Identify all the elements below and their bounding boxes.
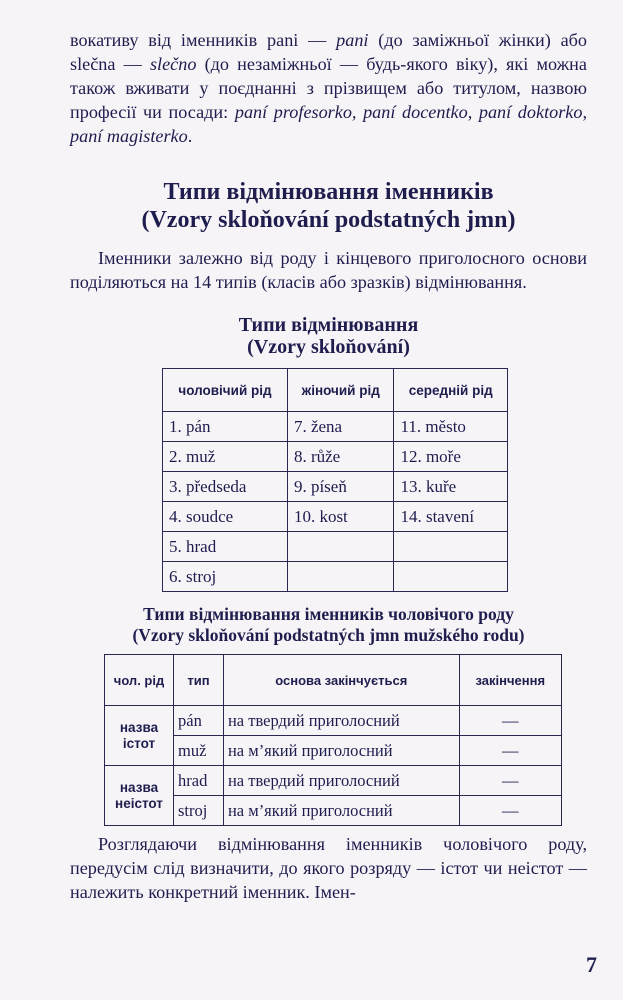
table-cell: 6. stroj [163, 562, 288, 592]
table-cell: на м’який приголосний [223, 796, 459, 826]
section-title-line1: Типи відмінювання іменників [163, 179, 494, 205]
table-cell: 5. hrad [163, 532, 288, 562]
group-inanimate: назва неістот [105, 766, 174, 826]
intro-paragraph [70, 28, 587, 148]
table-cell [394, 562, 508, 592]
intro-text-2: (до заміжньої жінки) або slečna — [70, 30, 587, 74]
table-cell [394, 532, 508, 562]
table-row [163, 442, 508, 472]
table-cell: 9. píseň [287, 472, 394, 502]
table-cell: — [459, 796, 561, 826]
intro-text-3: (до незаміжньої — будь-якого віку), які можна також вживати у поєднанні з прізвищем або титулом, назвою професії чи посади: [70, 54, 587, 122]
masculine-declension-table [104, 654, 562, 826]
group-animate: назва істот [105, 706, 174, 766]
table-cell: 7. žena [287, 412, 394, 442]
table1-header-masculine: чоловічий рід [163, 369, 288, 412]
table-row [105, 796, 562, 826]
intro-text-4: . [187, 126, 193, 146]
table1-title-line1: Типи відмінювання [238, 314, 419, 336]
page-number: 7 [586, 952, 597, 977]
table1-header-row [163, 369, 508, 412]
table-row [105, 736, 562, 766]
intro-italic-3: paní profesorko, paní docentko, paní doktorko, paní magisterko [70, 102, 588, 146]
table-cell [287, 532, 394, 562]
intro-italic-1: pani [336, 30, 369, 50]
table1-header-neuter: середній рід [394, 369, 508, 412]
table-row [105, 766, 562, 796]
table-cell: 8. růže [287, 442, 394, 472]
declension-types-table [162, 368, 508, 592]
intro-text-1: вокативу від іменників pani — [70, 30, 337, 50]
table-cell: на м’який приголосний [223, 736, 459, 766]
table2-header-gender: чол. рід [105, 655, 174, 706]
intro-italic-2: slečno [149, 54, 197, 74]
table2-header-ending: закінчення [459, 655, 561, 706]
table-cell: 11. město [394, 412, 508, 442]
table2-header-stem: основа закінчується [223, 655, 459, 706]
table-cell: hrad [174, 766, 224, 796]
table-row [163, 502, 508, 532]
table-cell: 3. předseda [163, 472, 288, 502]
table-row [163, 562, 508, 592]
table2-header-type: тип [174, 655, 224, 706]
table-cell: pán [174, 706, 224, 736]
table-cell: на твердий приголосний [223, 766, 459, 796]
closing-paragraph: Розглядаючи відмінювання іменників чоловічого роду, передусім слід визначити, до якого розряду — істот чи неістот — належить конкретний іменник. Імен- [70, 834, 587, 902]
table2-title-line2: (Vzory skloňování podstatných jmn mužského rodu) [132, 625, 525, 645]
table-row [163, 532, 508, 562]
table-cell: 13. kuře [394, 472, 508, 502]
section-title-line2: (Vzory skloňování podstatných jmn) [141, 207, 516, 233]
table-cell: muž [174, 736, 224, 766]
table1-title-line2: (Vzory skloňování) [247, 336, 410, 358]
table-cell: — [459, 736, 561, 766]
table-cell: stroj [174, 796, 224, 826]
table-cell: — [459, 706, 561, 736]
section-title [70, 178, 587, 234]
table-cell: 14. stavení [394, 502, 508, 532]
table2-header-row [105, 655, 562, 706]
table-cell: 2. muž [163, 442, 288, 472]
section-paragraph: Іменники залежно від роду і кінцевого приголосного основи поділяються на 14 типів (класів або зразків) відмінювання. [70, 248, 587, 292]
table2-title-line1: Типи відмінювання іменників чоловічого роду [143, 604, 514, 624]
table-cell [287, 562, 394, 592]
table-cell: 12. moře [394, 442, 508, 472]
table1-title [70, 314, 587, 358]
table-cell: 1. pán [163, 412, 288, 442]
table1-header-feminine: жіночий рід [287, 369, 394, 412]
table-row [163, 412, 508, 442]
table-cell: 4. soudce [163, 502, 288, 532]
table-row [105, 706, 562, 736]
table2-title [70, 604, 587, 646]
table-cell: на твердий приголосний [223, 706, 459, 736]
table-cell: 10. kost [287, 502, 394, 532]
table-row [163, 472, 508, 502]
table-cell: — [459, 766, 561, 796]
